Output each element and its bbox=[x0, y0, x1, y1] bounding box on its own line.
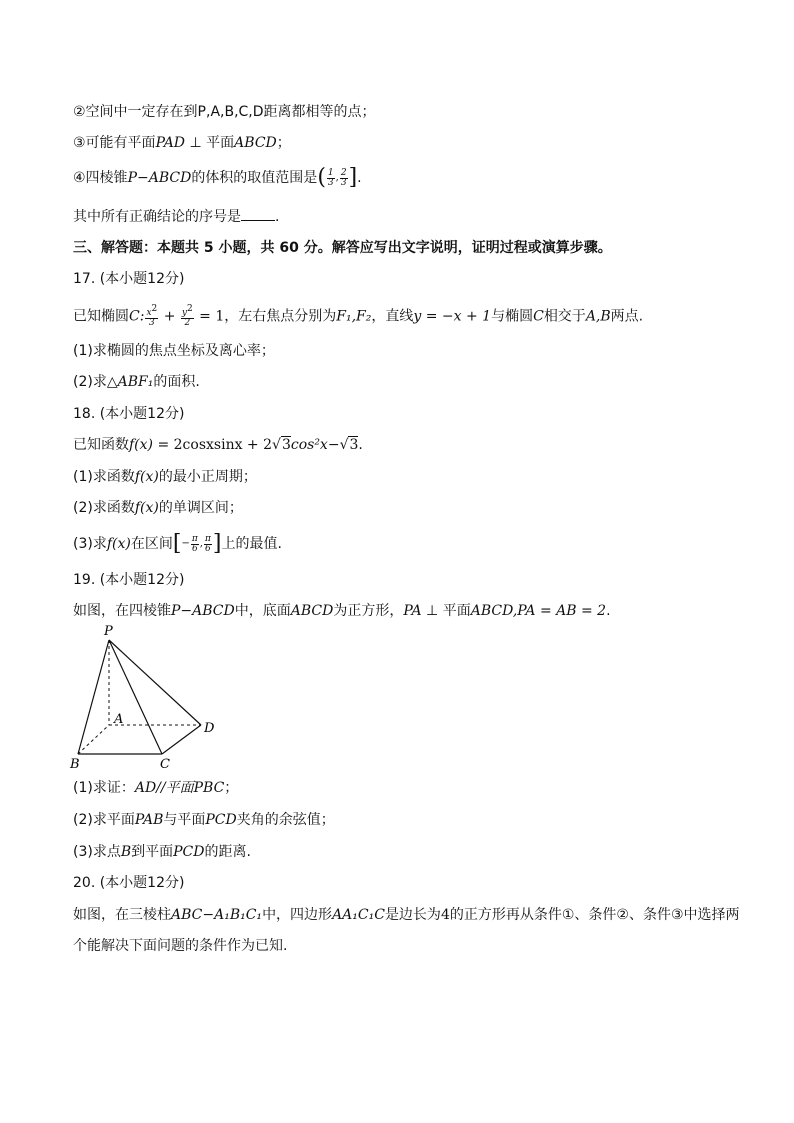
fraction-pi-over-6: $\frac{\pi}{6}$ bbox=[204, 533, 211, 554]
text: 的单调区间； bbox=[158, 500, 243, 516]
answer-blank[interactable] bbox=[241, 206, 275, 221]
math-plane-pab: PAB bbox=[134, 812, 164, 828]
q17-part1 bbox=[73, 341, 275, 361]
math-fx: f(x) bbox=[106, 536, 131, 552]
text: 已知函数 bbox=[73, 437, 129, 453]
q20-stem bbox=[73, 905, 740, 925]
math-fx: f(x) bbox=[134, 500, 159, 516]
question-header: 20. (本小题12分) bbox=[73, 875, 185, 891]
period: . bbox=[357, 170, 362, 186]
math-prism: ABC−A₁B₁C₁ bbox=[171, 907, 263, 923]
conclusion-3 bbox=[73, 133, 291, 153]
math-plane-pcd: PCD bbox=[205, 812, 237, 828]
text: (1)求函数 bbox=[73, 469, 135, 485]
math-line: y = −x + 1 bbox=[413, 308, 492, 325]
text: 为正方形， bbox=[333, 603, 404, 619]
edge-cd bbox=[162, 725, 201, 754]
text: 是边长为 bbox=[384, 907, 441, 923]
math-plane-abcd: ABCD bbox=[234, 135, 277, 151]
vertex-label-b: B bbox=[70, 757, 80, 770]
text: (2)求 bbox=[73, 374, 107, 390]
text: 的最小正周期； bbox=[158, 469, 257, 485]
period: . bbox=[275, 209, 280, 225]
math-condition: ABCD,PA = AB = 2 bbox=[470, 603, 607, 619]
math-ab: A,B bbox=[585, 308, 611, 325]
fraction-one-third: $\frac{1}{3}$ bbox=[327, 167, 334, 188]
math-plane-pad: PAD bbox=[155, 135, 186, 151]
text: 的距离. bbox=[204, 844, 251, 860]
q20-stem-line2 bbox=[73, 936, 287, 956]
q18-part3: (3)求f(x)在区间[− $\frac{\pi}{6}$ , $\frac{\pi}{6}$ ]上的最值. bbox=[73, 531, 282, 556]
edge-ba-hidden bbox=[78, 725, 109, 754]
edge-pb bbox=[78, 640, 109, 754]
edge-pc bbox=[109, 640, 162, 754]
math-triangle: △ABF₁ bbox=[106, 374, 154, 390]
fraction-two-thirds: $\frac{2}{3}$ bbox=[340, 167, 347, 188]
math-expression: = 2cosxsinx + 2 bbox=[153, 437, 273, 453]
conclusion-3-text: ③可能有平面 bbox=[73, 135, 156, 151]
q17-stem: 已知椭圆C: $\frac{x^2}{3}$ + $\frac{y^2}{2}$ = 1，左右焦点分别为F₁,F₂，直线y = −x + 1与椭圆C相交于A,B两点. bbox=[73, 304, 644, 328]
text: (2)求平面 bbox=[73, 812, 135, 828]
conclusion-4-text: 的体积的取值范围是 bbox=[191, 170, 318, 186]
math-foci: F₁,F₂ bbox=[336, 308, 372, 325]
text: 两点. bbox=[610, 308, 644, 325]
math-parallel: AD//平面PBC bbox=[134, 780, 225, 796]
q18-header bbox=[73, 404, 184, 424]
text: 到平面 bbox=[131, 844, 174, 860]
math-base: ABCD bbox=[290, 603, 334, 619]
text: 中，四边形 bbox=[262, 907, 333, 923]
text: 与平面 bbox=[163, 812, 206, 828]
text: 中，底面 bbox=[234, 603, 291, 619]
math-sqrt3: 3 bbox=[349, 437, 359, 453]
text: 上的最值. bbox=[221, 536, 282, 552]
text: 相交于 bbox=[543, 308, 586, 325]
conclusion-4: ④四棱锥P−ABCD的体积的取值范围是( $\frac{1}{3}$ , $\frac{2}{3}$ ]. bbox=[73, 165, 362, 190]
text: ，直线 bbox=[371, 308, 414, 325]
conclusion-2 bbox=[73, 102, 376, 122]
math-fx: f(x) bbox=[134, 469, 159, 485]
text: 如图，在四棱锥 bbox=[73, 603, 171, 619]
text: 已知椭圆 bbox=[73, 308, 129, 325]
text: 与椭圆 bbox=[491, 308, 534, 325]
math-ellipse-name: C: bbox=[129, 308, 145, 325]
math-point-b: B bbox=[120, 844, 132, 860]
question-header: 18. (本小题12分) bbox=[73, 406, 185, 422]
q19-header bbox=[73, 570, 184, 590]
vertex-label-a: A bbox=[114, 712, 124, 727]
period: . bbox=[606, 603, 611, 619]
text: (2)求函数 bbox=[73, 500, 135, 516]
fraction-y2-over-2: $\frac{y^2}{2}$ bbox=[181, 304, 193, 328]
section-heading-text: 三、解答题：本题共 5 小题，共 60 分。解答应写出文字说明，证明过程或演算步骤。 bbox=[73, 240, 612, 256]
fill-blank-line bbox=[73, 206, 279, 227]
fraction-x2-over-3: $\frac{x^2}{3}$ bbox=[146, 304, 158, 328]
math-c: C bbox=[533, 308, 544, 325]
conclusion-4-text: ④四棱锥 bbox=[73, 170, 128, 186]
text: (1)求证： bbox=[73, 780, 135, 796]
q18-stem: 已知函数f(x) = 2cosxsinx + 2√3cos²x−√3. bbox=[73, 437, 363, 453]
question-header: 17. (本小题12分) bbox=[73, 271, 185, 287]
text: 的正方形再从条件①、条件②、条件③中选择两 bbox=[449, 907, 740, 923]
math-square: AA₁C₁C bbox=[332, 907, 385, 923]
q19-stem bbox=[73, 601, 611, 621]
math-pyramid: P−ABCD bbox=[127, 170, 192, 186]
vertex-label-c: C bbox=[160, 757, 170, 770]
period: . bbox=[358, 437, 363, 453]
text: 如图，在三棱柱 bbox=[73, 907, 171, 923]
q17-header bbox=[73, 269, 184, 289]
q19-part1 bbox=[73, 778, 238, 798]
text: 个能解决下面问题的条件作为已知. bbox=[73, 938, 288, 954]
text: 的面积. bbox=[153, 374, 200, 390]
text: (1)求椭圆的焦点坐标及离心率； bbox=[73, 343, 275, 359]
conclusion-3-text: ⊥ 平面 bbox=[185, 135, 235, 151]
pyramid-figure bbox=[66, 622, 226, 770]
conclusion-2-text: ②空间中一定存在到P,A,B,C,D距离都相等的点； bbox=[73, 104, 376, 120]
conclusion-3-text: ； bbox=[276, 135, 291, 151]
text: 夹角的余弦值； bbox=[236, 812, 335, 828]
text: ⊥ 平面 bbox=[421, 603, 471, 619]
vertex-label-p: P bbox=[104, 624, 113, 639]
text: 在区间 bbox=[130, 536, 173, 552]
section-heading bbox=[73, 238, 612, 258]
q19-part3 bbox=[73, 842, 251, 862]
math-minus: − bbox=[327, 437, 340, 453]
math-sqrt3: 3 bbox=[281, 437, 291, 453]
math-fx: f(x) bbox=[129, 437, 154, 453]
vertex-label-d: D bbox=[204, 721, 215, 736]
q18-part2 bbox=[73, 498, 243, 518]
q19-part2 bbox=[73, 810, 335, 830]
text: ； bbox=[224, 780, 239, 796]
q17-part2 bbox=[73, 372, 200, 392]
q20-header bbox=[73, 873, 184, 893]
question-header: 19. (本小题12分) bbox=[73, 572, 185, 588]
text: = 1，左右焦点分别为 bbox=[194, 308, 337, 325]
math-pyramid: P−ABCD bbox=[171, 603, 235, 619]
fill-blank-text: 其中所有正确结论的序号是 bbox=[73, 209, 241, 225]
fraction-pi-over-6: $\frac{\pi}{6}$ bbox=[191, 533, 198, 554]
math-plane-pcd: PCD bbox=[173, 844, 205, 860]
q18-part1 bbox=[73, 467, 257, 487]
text: (3)求 bbox=[73, 536, 107, 552]
text: (3)求点 bbox=[73, 844, 121, 860]
math-side-length: 4 bbox=[440, 907, 450, 923]
math-pa: PA bbox=[403, 603, 422, 619]
math-cos2x: cos²x bbox=[290, 437, 328, 453]
